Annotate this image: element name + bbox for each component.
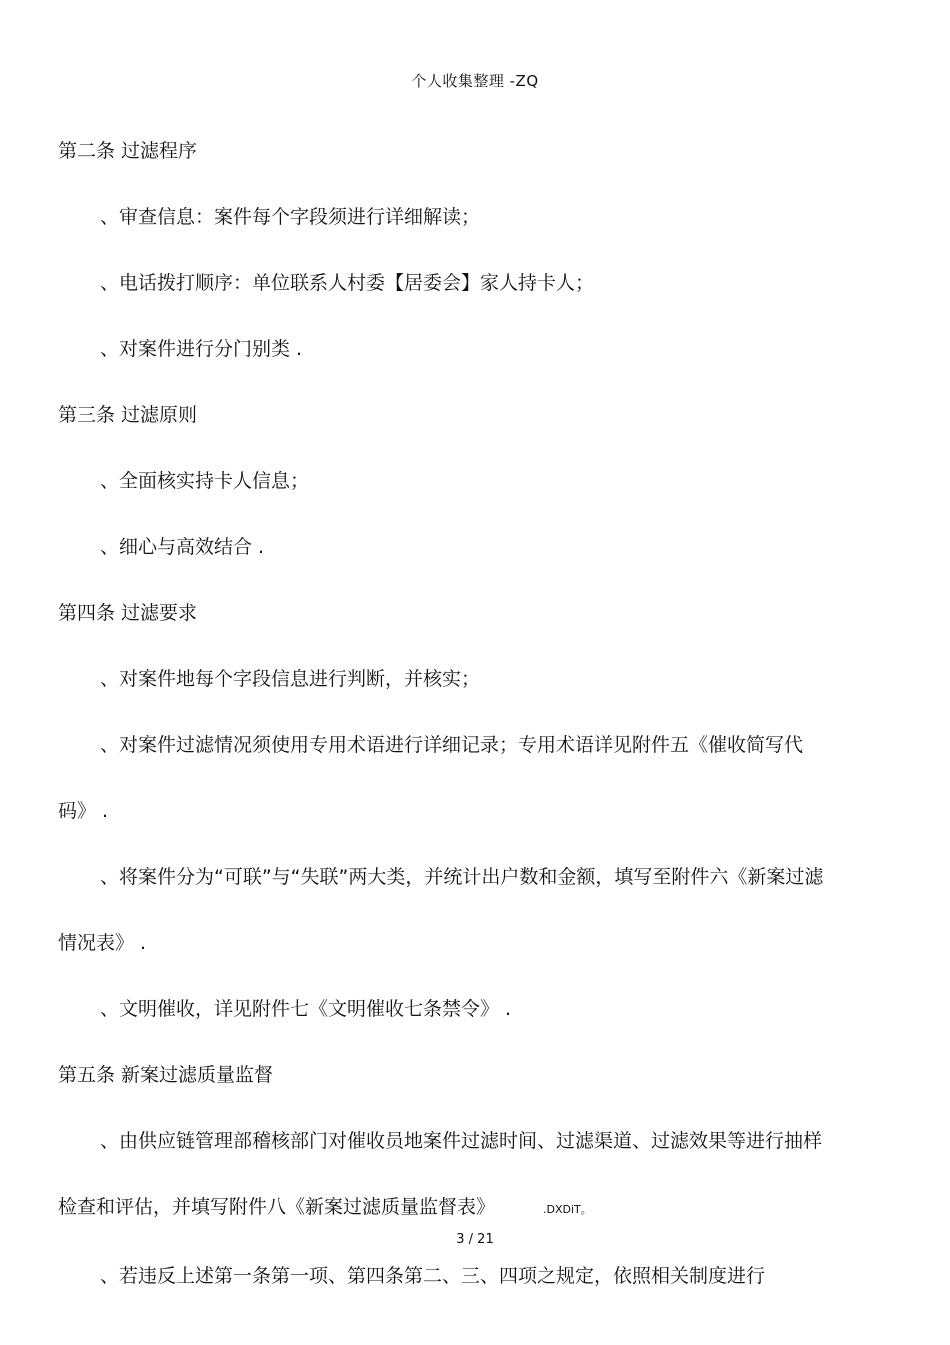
article-4-heading: 第四条 过滤要求 (58, 602, 198, 624)
article-2-item-1: 、审查信息：案件每个字段须进行详细解读； (100, 206, 481, 228)
article-5-item-2: 、若违反上述第一条第一项、第四条第二、三、四项之规定，依照相关制度进行 (100, 1265, 766, 1287)
article-2-heading: 第二条 过滤程序 (58, 140, 198, 162)
article-3-item-1: 、全面核实持卡人信息； (100, 470, 310, 492)
article-5-item-1 (58, 1108, 834, 1243)
article-5-item-1-text: 、由供应链管理部稽核部门对催收员地案件过滤时间、过滤渠道、过滤效果等进行抽样检查和评估，并填写附件八《新案过滤质量监督表》 (58, 1130, 823, 1218)
article-5-item-1-note: .DXDiT。 (543, 1203, 592, 1216)
article-2-item-2: 、电话拨打顺序：单位联系人村委【居委会】家人持卡人； (100, 272, 595, 294)
article-4-item-3: 、将案件分为“可联”与“失联”两大类，并统计出户数和金额，填写至附件六《新案过滤情况表》 . (58, 866, 824, 954)
article-3-item-2: 、细心与高效结合 . (100, 536, 265, 558)
article-2-item-3: 、对案件进行分门别类 . (100, 338, 303, 360)
document-body (58, 118, 834, 1309)
article-4-item-4: 、文明催收，详见附件七《文明催收七条禁令》 . (100, 998, 512, 1020)
page-number: 3 / 21 (456, 1232, 494, 1247)
article-4-item-2: 、对案件过滤情况须使用专用术语进行详细记录；专用术语详见附件五《催收简写代码》 . (58, 734, 804, 822)
article-3-heading: 第三条 过滤原则 (58, 404, 198, 426)
article-5-heading: 第五条 新案过滤质量监督 (58, 1064, 274, 1086)
page-header: 个人收集整理 -ZQ (411, 72, 539, 90)
article-4-item-1: 、对案件地每个字段信息进行判断，并核实； (100, 668, 481, 690)
